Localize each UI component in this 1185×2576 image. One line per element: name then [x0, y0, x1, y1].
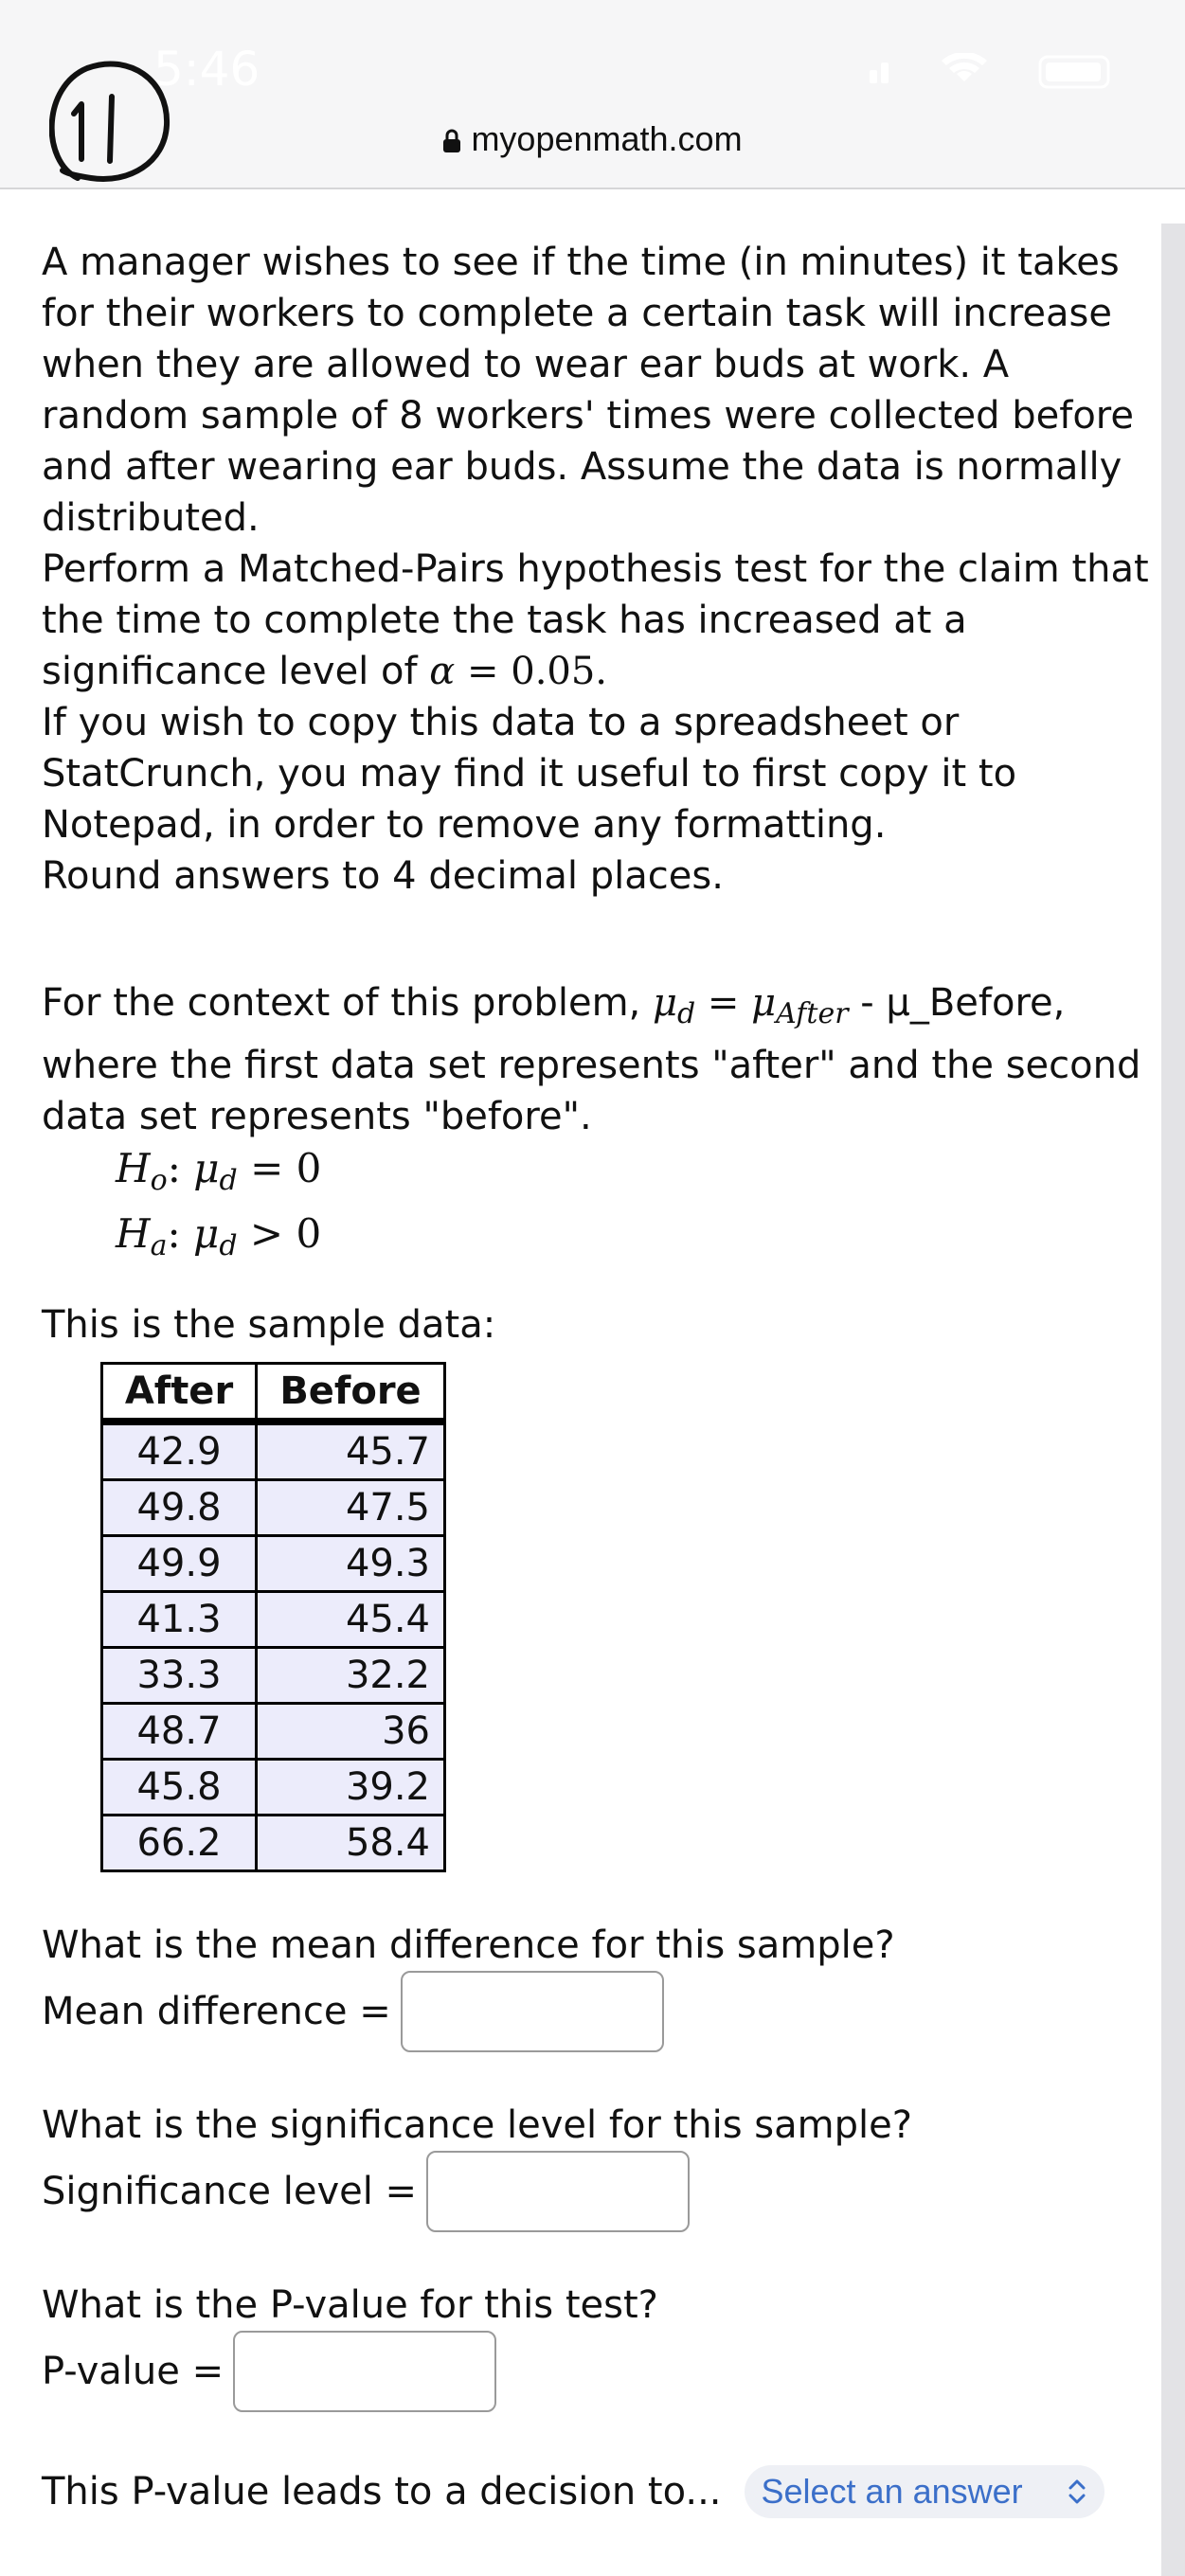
- p-value-row: [42, 2331, 1159, 2412]
- significance-level-input[interactable]: [426, 2151, 690, 2232]
- before-cell: 36: [257, 1704, 445, 1760]
- select-chevron-icon: [1067, 2478, 1087, 2506]
- address-bar[interactable]: [0, 119, 1185, 159]
- browser-header: [0, 0, 1185, 189]
- after-cell: 41.3: [102, 1592, 257, 1648]
- alpha-symbol: α: [429, 650, 456, 693]
- before-cell: 47.5: [257, 1480, 445, 1536]
- test-instruction: Perform a Matched-Pairs hypothesis test for the claim that the time to complete the task has increased at a significance level of α = 0.05.: [42, 547, 1149, 693]
- question-mean-difference: What is the mean difference for this sample?: [42, 1923, 895, 1967]
- status-time: 5:46: [153, 42, 260, 97]
- status-icons: [870, 53, 1125, 95]
- after-cell: 33.3: [102, 1648, 257, 1704]
- lock-icon: [442, 129, 461, 153]
- before-cell: 39.2: [257, 1760, 445, 1816]
- table-row: [102, 1704, 445, 1760]
- context-paragraph: For the context of this problem, $\mu_d = \mu_{After}$ - μ_Before, where the first data set represents "after" and the second data set represents "before".: [42, 981, 1141, 1138]
- alpha-value: = 0.05.: [455, 650, 608, 693]
- after-cell: 48.7: [102, 1704, 257, 1760]
- copy-note: If you wish to copy this data to a spreadsheet or StatCrunch, you may find it useful to first copy it to Notepad, in order to remove any formatting.: [42, 701, 1017, 847]
- after-cell: 45.8: [102, 1760, 257, 1816]
- question-content: [42, 237, 1159, 2518]
- p-value-label: P-value =: [42, 2350, 224, 2393]
- decision-select[interactable]: [745, 2465, 1104, 2518]
- mean-difference-row: [42, 1971, 1159, 2052]
- table-row: [102, 1760, 445, 1816]
- p-value-input[interactable]: [233, 2331, 496, 2412]
- mean-difference-label: Mean difference =: [42, 1990, 391, 2033]
- mean-difference-input[interactable]: [401, 1971, 664, 2052]
- significance-level-label: Significance level =: [42, 2170, 418, 2213]
- wifi-icon: [942, 53, 987, 81]
- alternative-hypothesis: $H_a$: $\mu_d > 0$: [116, 1210, 322, 1262]
- table-row: [102, 1536, 445, 1592]
- before-cell: 58.4: [257, 1816, 445, 1871]
- scrollbar[interactable]: [1161, 224, 1185, 2576]
- signal-icon: [870, 70, 877, 83]
- sample-label: This is the sample data:: [42, 1303, 496, 1347]
- table-row: [102, 1480, 445, 1536]
- table-row: [102, 1422, 445, 1480]
- before-cell: 45.4: [257, 1592, 445, 1648]
- after-cell: 42.9: [102, 1422, 257, 1480]
- header-after: After: [102, 1364, 257, 1422]
- question-p-value: What is the P-value for this test?: [42, 2283, 658, 2327]
- decision-select-text: Select an answer: [761, 2472, 1023, 2511]
- before-cell: 49.3: [257, 1536, 445, 1592]
- table-row: [102, 1816, 445, 1871]
- rounding-note: Round answers to 4 decimal places.: [42, 854, 724, 898]
- significance-level-row: [42, 2151, 1159, 2232]
- sample-data-table: [100, 1362, 446, 1872]
- after-cell: 49.8: [102, 1480, 257, 1536]
- question-significance-level: What is the significance level for this sample?: [42, 2103, 912, 2147]
- before-cell: 32.2: [257, 1648, 445, 1704]
- table-row: [102, 1592, 445, 1648]
- null-hypothesis: $H_o$: $\mu_d = 0$: [116, 1145, 322, 1197]
- table-header-row: [102, 1364, 445, 1422]
- decision-label: This P-value leads to a decision to...: [42, 2470, 722, 2513]
- after-cell: 49.9: [102, 1536, 257, 1592]
- table-row: [102, 1648, 445, 1704]
- decision-row: [42, 2465, 1159, 2518]
- problem-paragraph: A manager wishes to see if the time (in minutes) it takes for their workers to complete a certain task will increase when they are allowed to wear ear buds at work. A random sample of 8 workers' times were collected before and after wearing ear buds. Assume the data is normally distributed.: [42, 241, 1134, 540]
- after-cell: 66.2: [102, 1816, 257, 1871]
- url-text: myopenmath.com: [471, 119, 743, 158]
- header-before: Before: [257, 1364, 445, 1422]
- before-cell: 45.7: [257, 1422, 445, 1480]
